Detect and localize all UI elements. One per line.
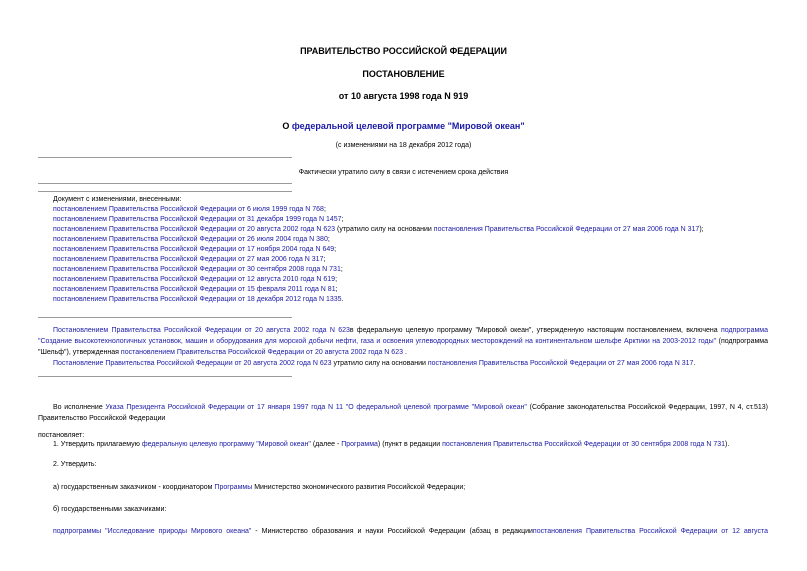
amendment-link[interactable]: постановлением Правительства Российской Федерации от 18 декабря 2012 года N 1335 bbox=[53, 296, 342, 303]
subprogram-link[interactable]: подпрограмма "Создание высокотехнологичных установок, машин и оборудования для морской добычи нефти, газа и освоения углеводородных месторождений на континентальном шельфе Арктики на 2003-2012 годы" bbox=[38, 327, 768, 345]
document-date: от 10 августа 1998 года N 919 bbox=[338, 91, 469, 101]
document-title: О федеральной целевой программе "Мировой океан" bbox=[282, 121, 525, 131]
program-link[interactable]: федеральную целевую программу "Мировой океан" bbox=[141, 441, 311, 448]
subprogram-link[interactable]: подпрограммы "Исследование природы Мирового океана" bbox=[53, 528, 252, 535]
note-link[interactable]: постановлением Правительства Российской Федерации от 20 августа 2002 года N 623 bbox=[120, 349, 403, 356]
note-link[interactable]: Постановление Правительства Российской Федерации от 20 августа 2002 года N 623 bbox=[53, 360, 332, 367]
divider bbox=[38, 376, 292, 377]
document-type: ПОСТАНОВЛЕНИЕ bbox=[362, 69, 445, 79]
divider bbox=[38, 191, 292, 192]
amendment-link[interactable]: постановлением Правительства Российской Федерации от 6 июля 1999 года N 768 bbox=[53, 206, 324, 213]
amendment-item: постановлением Правительства Российской Федерации от 18 декабря 2012 года N 1335. bbox=[53, 296, 344, 303]
amendment-repeal-link[interactable]: постановления Правительства Российской Федерации от 27 мая 2006 года N 317 bbox=[433, 226, 700, 233]
item-2: 2. Утвердить: bbox=[53, 461, 97, 468]
amendment-item: постановлением Правительства Российской Федерации от 17 ноября 2004 года N 649; bbox=[53, 246, 337, 253]
amendments-list bbox=[53, 205, 704, 305]
resolves: постановляет: bbox=[38, 432, 85, 439]
repeal-link[interactable]: постановления Правительства Российской Федерации от 27 мая 2006 года N 317 bbox=[427, 360, 694, 367]
divider bbox=[38, 157, 292, 158]
amendment-item: постановлением Правительства Российской Федерации от 6 июля 1999 года N 768; bbox=[53, 206, 326, 213]
note-paragraph: Постановлением Правительства Российской Федерации от 20 августа 2002 года N 623в федеральную целевую программу "Мировой океан", утвержденную настоящим постановлением, включена подпрограмма "Создание высокотехнологичных установок, машин и оборудования для морской добычи нефти, газа и освоения углеводородных месторождений на континентальном шельфе Арктики на 2003-2012 годы" (подпрограмма "Шельф"), утвержденная постановлением Правительства Российской Федерации от 20 августа 2002 года N 623 . Постановление Правительства Российской Федерации от 20 августа 2002 года N 623 утратило силу на основании постановления Правительства Российской Федерации от 27 мая 2006 года N 317. bbox=[38, 327, 768, 367]
amendment-link[interactable]: постановлением Правительства Российской Федерации от 12 августа 2010 года N 619 bbox=[53, 276, 336, 283]
amendment-item: постановлением Правительства Российской Федерации от 15 февраля 2011 года N 81; bbox=[53, 286, 338, 293]
program-short-link[interactable]: Программа bbox=[341, 441, 378, 448]
amendment-link[interactable]: постановлением Правительства Российской Федерации от 27 мая 2006 года N 317 bbox=[53, 256, 324, 263]
amendment-item: постановлением Правительства Российской Федерации от 20 августа 2002 года N 623 (утратило силу на основании постановления Правительства Российской Федерации от 27 мая 2006 года N 317); bbox=[53, 226, 704, 233]
amendment-item: постановлением Правительства Российской Федерации от 30 сентября 2008 года N 731; bbox=[53, 266, 343, 273]
void-note: Фактически утратило силу в связи с истечением срока действия bbox=[298, 169, 509, 176]
revision-link[interactable]: постановления Правительства Российской Федерации от 12 августа bbox=[532, 528, 768, 535]
title-link[interactable]: федеральной целевой программе "Мировой океан" bbox=[291, 121, 525, 131]
item-2b: б) государственными заказчиками: bbox=[53, 506, 167, 513]
revision-link[interactable]: постановления Правительства Российской Федерации от 30 сентября 2008 года N 731 bbox=[442, 441, 726, 448]
amendment-link[interactable]: постановлением Правительства Российской Федерации от 17 ноября 2004 года N 649 bbox=[53, 246, 335, 253]
amendment-item: постановлением Правительства Российской Федерации от 27 мая 2006 года N 317; bbox=[53, 256, 326, 263]
amendment-item: постановлением Правительства Российской Федерации от 31 декабря 1999 года N 1457; bbox=[53, 216, 344, 223]
preamble: Во исполнение Указа Президента Российской Федерации от 17 января 1997 года N 11 "О федеральной целевой программе "Мировой океан" (Собрание законодательства Российской Федерации, 1997, N 4, ст.513) Правительство Российской Федерации bbox=[38, 404, 769, 422]
subprogram-paragraph: подпрограммы "Исследование природы Мирового океана" - Министерство образования и науки Российской Федерации (абзац в редакциипостановления Правительства Российской Федерации от 12 августа bbox=[53, 528, 768, 535]
amendment-item: постановлением Правительства Российской Федерации от 26 июля 2004 года N 380; bbox=[53, 236, 330, 243]
amendment-link[interactable]: постановлением Правительства Российской Федерации от 30 сентября 2008 года N 731 bbox=[53, 266, 341, 273]
decree-link[interactable]: Указа Президента Российской Федерации от 17 января 1997 года N 11 "О федеральной целевой программе "Мировой океан" bbox=[105, 404, 527, 411]
item-1: 1. Утвердить прилагаемую федеральную целевую программу "Мировой океан" (далее - Программа) (пункт в редакции постановления Правительства Российской Федерации от 30 сентября 2008 года N 731). bbox=[53, 441, 730, 448]
divider bbox=[38, 183, 292, 184]
amendments-intro: Документ с изменениями, внесенными: bbox=[53, 196, 182, 203]
divider bbox=[38, 317, 292, 318]
government-name: ПРАВИТЕЛЬСТВО РОССИЙСКОЙ ФЕДЕРАЦИИ bbox=[300, 46, 507, 56]
program-link[interactable]: Программы bbox=[214, 484, 253, 491]
amendment-item: постановлением Правительства Российской Федерации от 12 августа 2010 года N 619; bbox=[53, 276, 338, 283]
changes-note: (с изменениями на 18 декабря 2012 года) bbox=[335, 142, 472, 149]
amendment-link[interactable]: постановлением Правительства Российской Федерации от 15 февраля 2011 года N 81 bbox=[53, 286, 336, 293]
item-2a: а) государственным заказчиком - координатором Программы Министерство экономического развития Российской Федерации; bbox=[53, 484, 466, 491]
amendment-link[interactable]: постановлением Правительства Российской Федерации от 26 июля 2004 года N 380 bbox=[53, 236, 328, 243]
amendment-link[interactable]: постановлением Правительства Российской Федерации от 20 августа 2002 года N 623 bbox=[53, 226, 336, 233]
amendment-link[interactable]: постановлением Правительства Российской Федерации от 31 декабря 1999 года N 1457 bbox=[53, 216, 342, 223]
note-link[interactable]: Постановлением Правительства Российской Федерации от 20 августа 2002 года N 623 bbox=[53, 327, 350, 334]
